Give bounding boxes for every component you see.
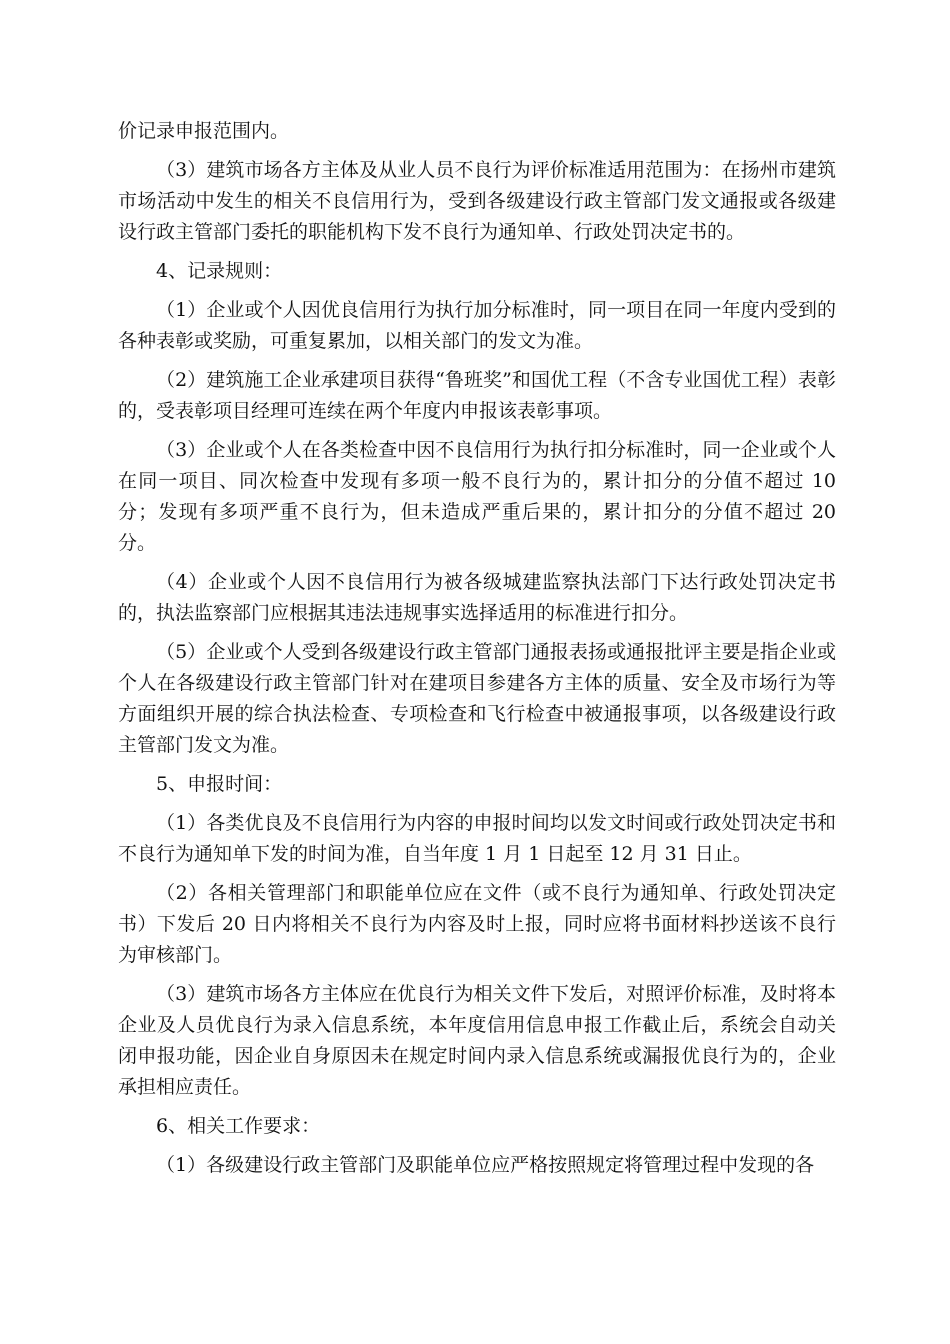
section-heading-record-rules: 4、记录规则： xyxy=(156,260,283,282)
paragraph-rule-4: （4）企业或个人因不良信用行为被各级城建监察执法部门下达行政处罚决定书的，执法监察部门应根据其违法违规事实选择适用的标准进行扣分。 xyxy=(118,571,836,624)
document-page xyxy=(118,116,836,1189)
paragraph-time-1: （1）各类优良及不良信用行为内容的申报时间均以发文时间或行政处罚决定书和不良行为通知单下发的时间为准，自当年度 1 月 1 日起至 12 月 31 日止。 xyxy=(118,812,836,865)
paragraph-rule-5: （5）企业或个人受到各级建设行政主管部门通报表扬或通报批评主要是指企业或个人在各级建设行政主管部门针对在建项目参建各方主体的质量、安全及市场行为等方面组织开展的综合执法检查、专项检查和飞行检查中被通报事项，以各级建设行政主管部门发文为准。 xyxy=(118,641,836,756)
paragraph-time-2: （2）各相关管理部门和职能单位应在文件（或不良行为通知单、行政处罚决定书）下发后 20 日内将相关不良行为内容及时上报，同时应将书面材料抄送该不良行为审核部门。 xyxy=(118,882,836,966)
paragraph-requirement-1: （1）各级建设行政主管部门及职能单位应严格按照规定将管理过程中发现的各 xyxy=(156,1154,815,1176)
paragraph-rule-3: （3）企业或个人在各类检查中因不良信用行为执行扣分标准时，同一企业或个人在同一项目、同次检查中发现有多项一般不良行为的，累计扣分的分值不超过 10 分；发现有多项严重不良行为，但未造成严重后果的，累计扣分的分值不超过 20 分。 xyxy=(118,439,836,554)
paragraph-scope-3: （3）建筑市场各方主体及从业人员不良行为评价标准适用范围为：在扬州市建筑市场活动中发生的相关不良信用行为，受到各级建设行政主管部门发文通报或各级建设行政主管部门委托的职能机构下发不良行为通知单、行政处罚决定书的。 xyxy=(118,159,836,243)
paragraph-continuation: 价记录申报范围内。 xyxy=(118,120,290,142)
section-heading-work-requirements: 6、相关工作要求： xyxy=(156,1115,321,1137)
paragraph-rule-1: （1）企业或个人因优良信用行为执行加分标准时，同一项目在同一年度内受到的各种表彰或奖励，可重复累加，以相关部门的发文为准。 xyxy=(118,299,836,352)
section-heading-report-time: 5、申报时间： xyxy=(156,773,283,795)
paragraph-rule-2: （2）建筑施工企业承建项目获得“鲁班奖”和国优工程（不含专业国优工程）表彰的，受表彰项目经理可连续在两个年度内申报该表彰事项。 xyxy=(118,369,836,422)
paragraph-time-3: （3）建筑市场各方主体应在优良行为相关文件下发后，对照评价标准，及时将本企业及人员优良行为录入信息系统，本年度信用信息申报工作截止后，系统会自动关闭申报功能，因企业自身原因未在规定时间内录入信息系统或漏报优良行为的，企业承担相应责任。 xyxy=(118,983,836,1098)
